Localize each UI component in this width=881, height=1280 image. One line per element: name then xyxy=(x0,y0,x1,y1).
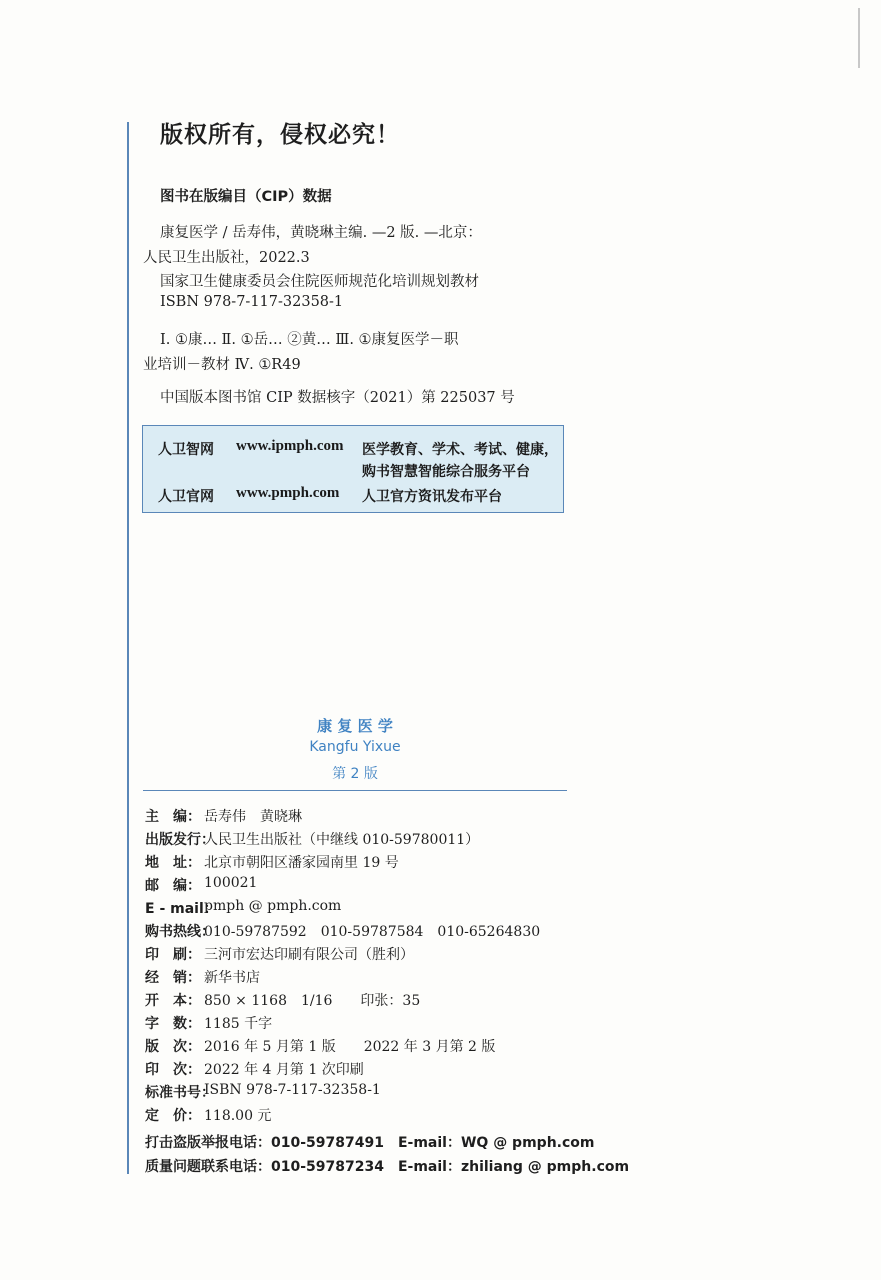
website-url[interactable]: www.pmph.com xyxy=(236,485,340,501)
cip-heading: 图书在版编目（CIP）数据 xyxy=(160,189,332,205)
cip-subject-line: Ⅰ. ①康… Ⅱ. ①岳… ②黄… Ⅲ. ①康复医学－职 xyxy=(160,332,459,348)
colophon-divider xyxy=(143,790,567,791)
colophon-value: 北京市朝阳区潘家园南里 19 号 xyxy=(204,855,399,871)
colophon-label: E - mail： xyxy=(145,901,218,917)
colophon-value: 岳寿伟 黄晓琳 xyxy=(204,809,302,825)
website-info-box xyxy=(142,425,564,513)
colophon-label: 出版发行： xyxy=(145,832,215,848)
cip-line: 康复医学 / 岳寿伟，黄晓琳主编. —2 版. —北京： xyxy=(160,225,482,241)
colophon-label: 标准书号： xyxy=(145,1085,215,1101)
colophon-label: 版 次： xyxy=(145,1039,201,1055)
colophon-value: 新华书店 xyxy=(204,970,260,986)
colophon-value: 三河市宏达印刷有限公司（胜利） xyxy=(204,947,414,963)
colophon-label: 主 编： xyxy=(145,809,201,825)
colophon-value: 010-59787592 010-59787584 010-65264830 xyxy=(204,924,541,940)
colophon-value: 100021 xyxy=(204,875,258,891)
piracy-report: 打击盗版举报电话：010-59787491 E-mail：WQ @ pmph.com xyxy=(145,1135,595,1151)
colophon-value: 118.00 元 xyxy=(204,1108,272,1124)
colophon-label: 地 址： xyxy=(145,855,201,871)
cip-line: 国家卫生健康委员会住院医师规范化培训规划教材 xyxy=(160,274,479,290)
colophon-label: 开 本： xyxy=(145,993,201,1009)
book-title-pinyin: Kangfu Yixue xyxy=(309,739,401,755)
website-description: 购书智慧智能综合服务平台 xyxy=(362,464,530,480)
colophon-value: 850 × 1168 1/16 印张：35 xyxy=(204,993,421,1009)
cip-subject-line: 业培训－教材 Ⅳ. ①R49 xyxy=(143,357,301,373)
colophon-label: 邮 编： xyxy=(145,878,201,894)
colophon-value: 人民卫生出版社（中继线 010-59780011） xyxy=(204,832,480,848)
colophon-value: ISBN 978-7-117-32358-1 xyxy=(204,1082,381,1098)
colophon-value: 2016 年 5 月第 1 版 2022 年 3 月第 2 版 xyxy=(204,1039,496,1055)
cip-line: 人民卫生出版社，2022.3 xyxy=(143,250,310,266)
margin-rule xyxy=(127,122,129,1174)
cip-number: 中国版本图书馆 CIP 数据核字（2021）第 225037 号 xyxy=(160,390,515,406)
colophon-label: 定 价： xyxy=(145,1108,201,1124)
website-description: 医学教育、学术、考试、健康， xyxy=(362,442,558,458)
scan-artifact xyxy=(858,8,860,68)
website-name: 人卫官网 xyxy=(158,489,214,505)
colophon-label: 印 次： xyxy=(145,1062,201,1078)
colophon-label: 经 销： xyxy=(145,970,201,986)
colophon-value: 1185 千字 xyxy=(204,1016,273,1032)
colophon-value: 2022 年 4 月第 1 次印刷 xyxy=(204,1062,364,1078)
cip-line: ISBN 978-7-117-32358-1 xyxy=(160,294,344,310)
quality-contact: 质量问题联系电话：010-59787234 E-mail：zhiliang @ pmph.com xyxy=(145,1159,630,1175)
book-edition: 第 2 版 xyxy=(332,766,378,782)
colophon-label: 印 刷： xyxy=(145,947,201,963)
colophon-label: 字 数： xyxy=(145,1016,201,1032)
book-title: 康 复 医 学 xyxy=(317,717,393,735)
colophon-label: 购书热线： xyxy=(145,924,215,940)
website-name: 人卫智网 xyxy=(158,442,214,458)
colophon-value: pmph @ pmph.com xyxy=(204,898,342,914)
copyright-notice: 版权所有，侵权必究！ xyxy=(160,122,400,148)
website-url[interactable]: www.ipmph.com xyxy=(236,438,344,454)
website-description: 人卫官方资讯发布平台 xyxy=(362,489,502,505)
